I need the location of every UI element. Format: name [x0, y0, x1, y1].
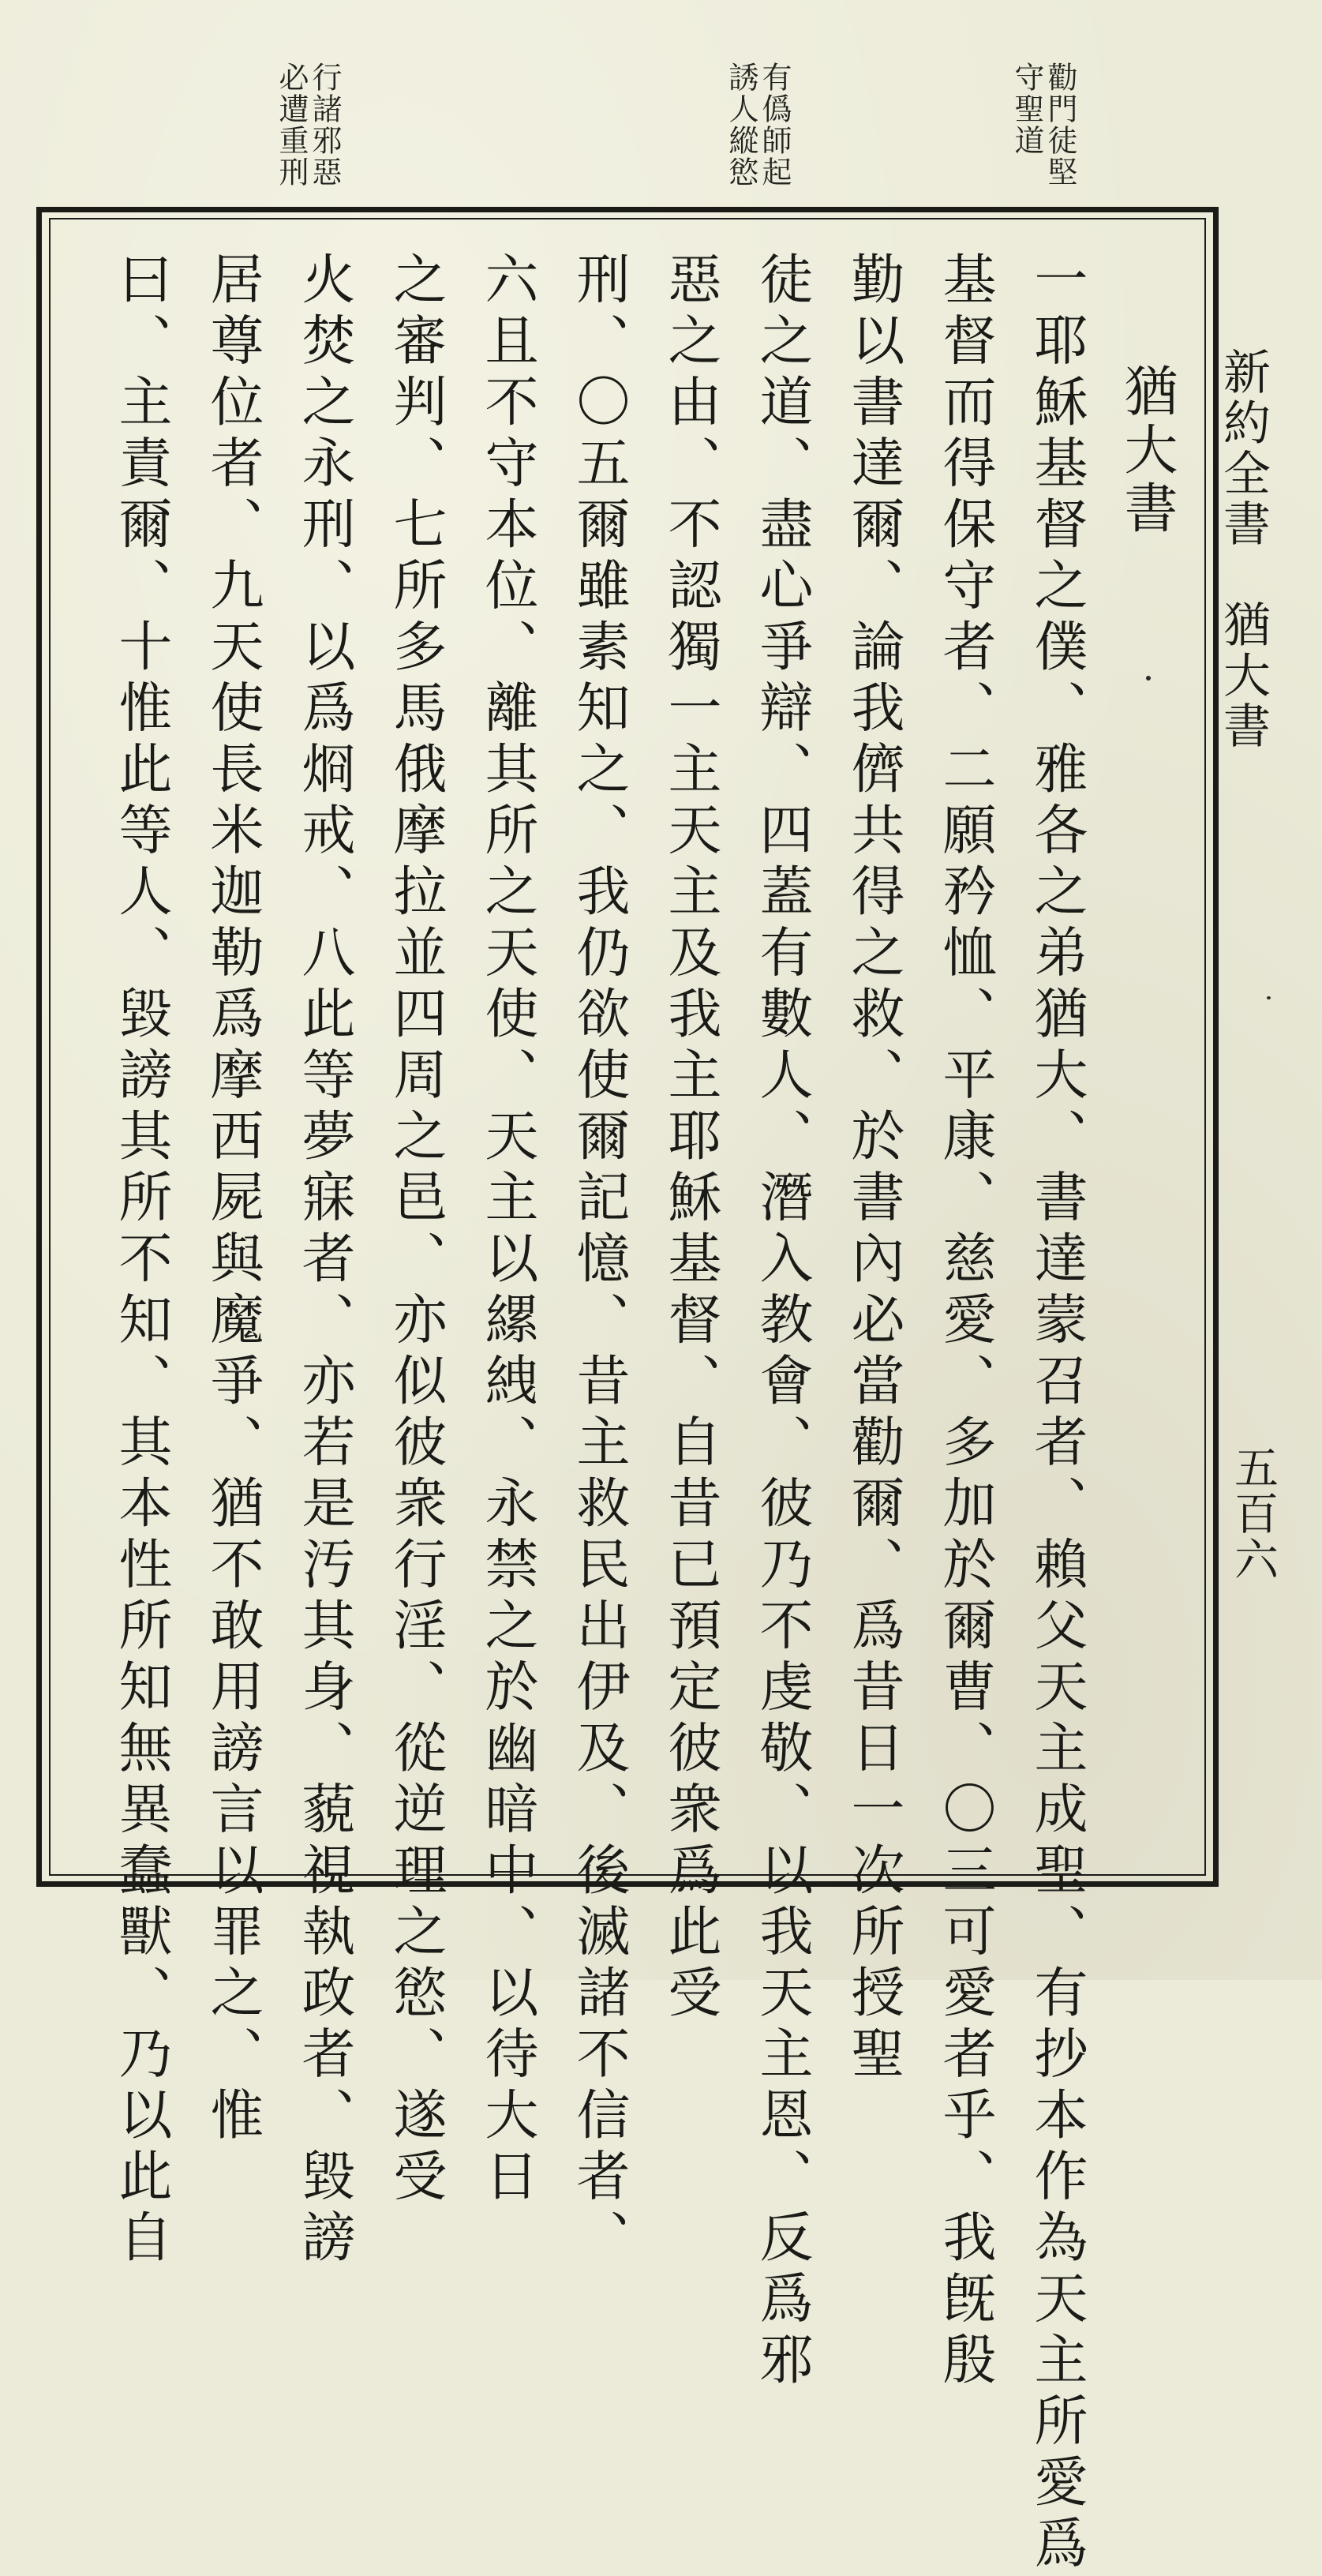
text-column: 惡之由、不認獨一主天主及我主耶穌基督、自昔已預定彼衆爲此受 [659, 251, 721, 2026]
text-column: 之審判、七所多馬俄摩拉並四周之邑、亦似彼衆行淫、從逆理之慾、遂受 [384, 251, 447, 2209]
text-column: 火焚之永刑、以爲烱戒、八此等夢寐者、亦若是汚其身、藐視執政者、毀謗 [293, 251, 355, 2270]
print-speck [1267, 996, 1271, 999]
print-speck [1146, 676, 1151, 681]
text-column: 徒之道、盡心爭辯、四蓋有數人、潛入教會、彼乃不虔敬、以我天主恩、反爲邪 [751, 251, 813, 2393]
running-head: 新約全書 猶大書 [1215, 347, 1271, 752]
book-title: 猶大書 [1115, 363, 1178, 538]
text-column: 居尊位者、九天使長米迦勒爲摩西屍與魔爭、猶不敢用謗言以罪之、惟 [201, 251, 264, 2148]
text-column: 曰、主責爾、十惟此等人、毀謗其所不知、其本性所知無異蠢獸、乃以此自 [110, 251, 172, 2270]
margin-note-exhortation: 勸門徒堅 守聖道 [1009, 62, 1077, 188]
margin-note-false-teachers: 有僞師起 誘人縱慾 [724, 62, 792, 188]
text-column: 勤以書達爾、論我儕共得之救、於書內必當勸爾、爲昔日一次所授聖 [842, 251, 904, 2087]
page-number: 五百六 [1227, 1445, 1279, 1582]
text-column: 一耶穌基督之僕、雅各之弟猶大、書達蒙召者、賴父天主成聖、有抄本作為天主所愛爲 [1025, 251, 1088, 2576]
margin-note-punishment: 行諸邪惡 必遭重刑 [274, 62, 342, 188]
text-column: 六且不守本位、離其所之天使、天主以縲絏、永禁之於幽暗中、以待大日 [476, 251, 538, 2209]
text-column: 刑、〇五爾雖素知之、我仍欲使爾記憶、昔主救民出伊及、後滅諸不信者、 [567, 251, 630, 2270]
body-text [71, 251, 1089, 2576]
text-column: 基督而得保守者、二願矜恤、平康、慈愛、多加於爾曹、〇三可愛者乎、我旣殷 [934, 251, 996, 2393]
